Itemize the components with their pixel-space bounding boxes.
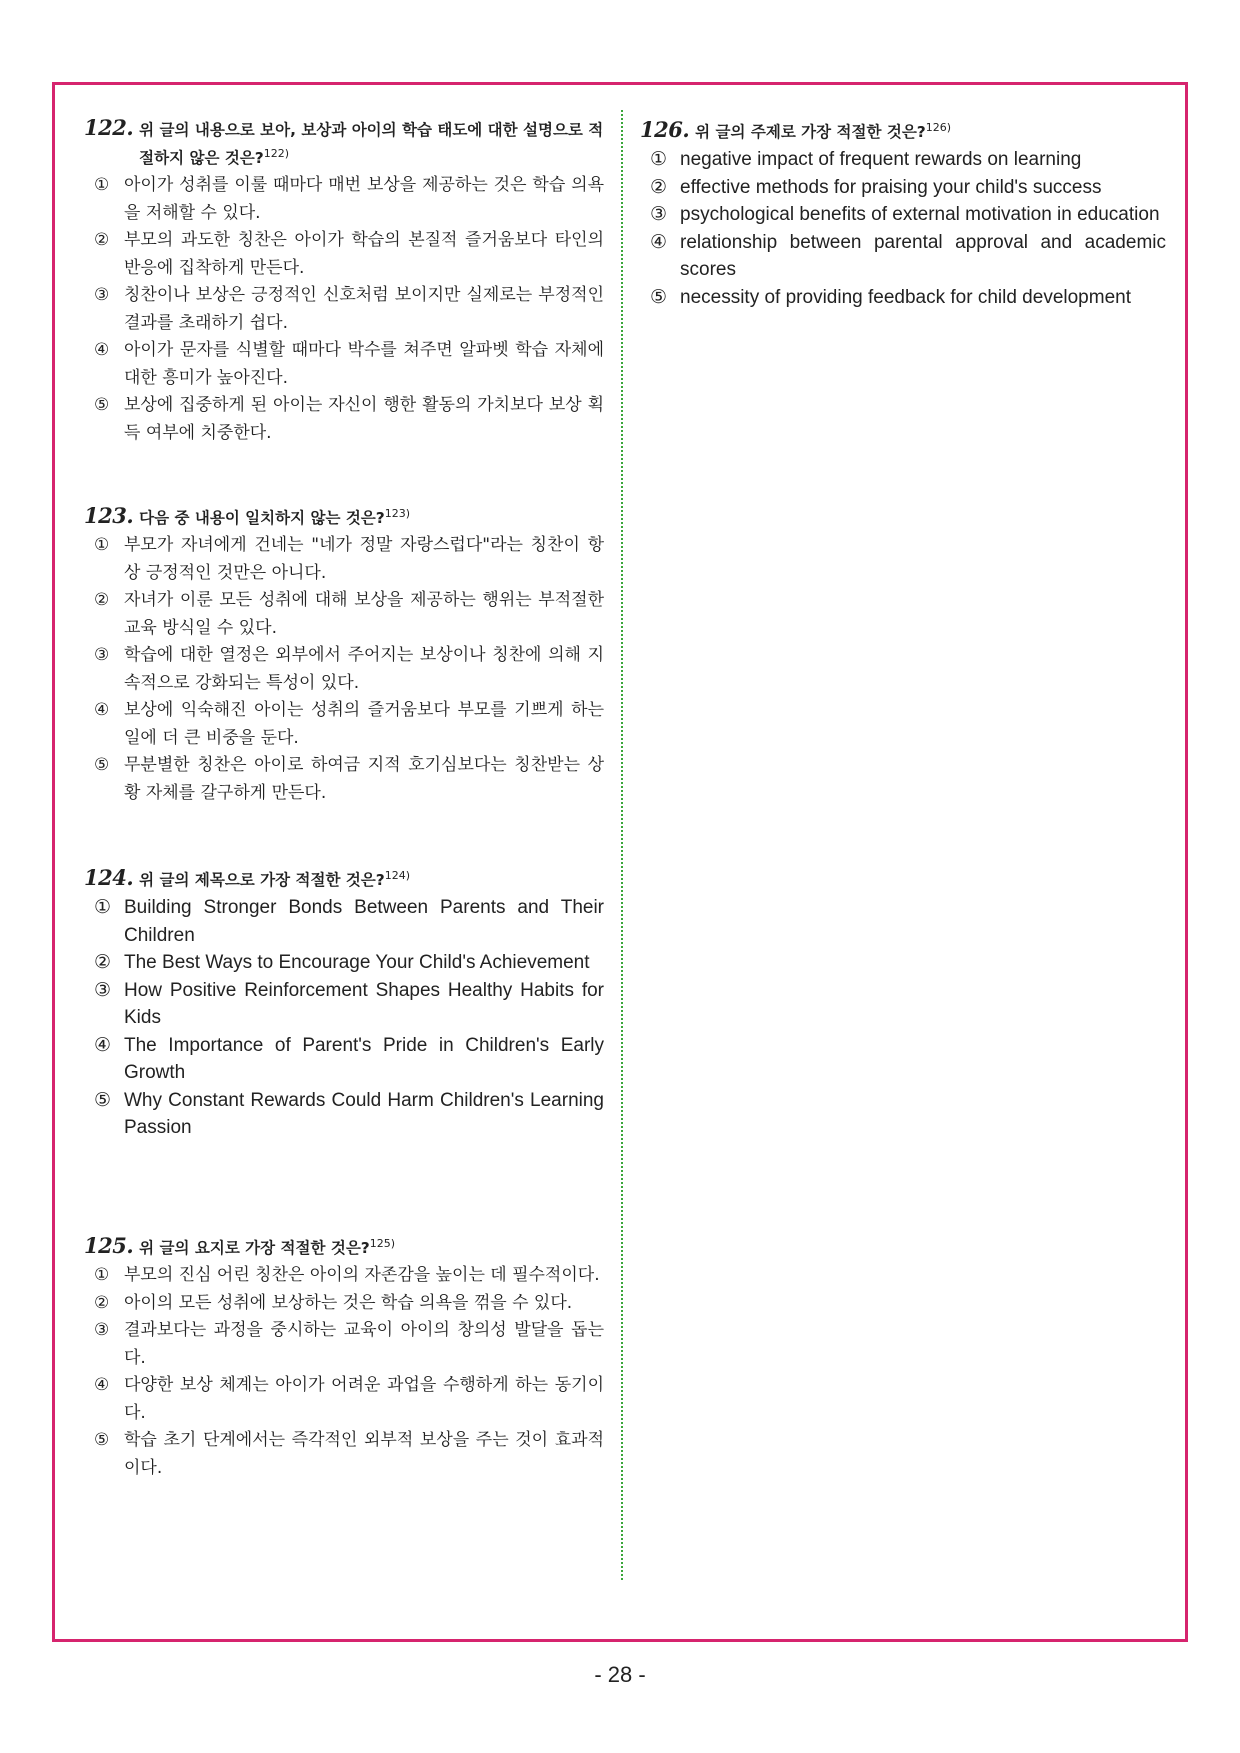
choice-mark: ① [94, 175, 110, 196]
footnote-ref: 126) [925, 121, 952, 134]
choice-text: effective methods for praising your child's success [680, 176, 1102, 198]
question-header [640, 116, 1166, 144]
choice-mark: ③ [94, 285, 110, 306]
choice-4[interactable] [84, 697, 604, 752]
question-prompt: 위 글의 주제로 가장 적절한 것은? [695, 123, 926, 142]
question-header [84, 864, 604, 892]
choice-mark: ① [94, 897, 112, 919]
question-122 [84, 116, 604, 447]
choice-5[interactable] [84, 392, 604, 447]
question-prompt: 위 글의 제목으로 가장 적절한 것은? [139, 871, 385, 890]
choice-4[interactable] [84, 1372, 604, 1427]
choice-1[interactable] [84, 1262, 604, 1290]
choice-text: 보상에 익숙해진 아이는 성취의 즐거움보다 부모를 기쁘게 하는 일에 더 큰 비중을 둔다. [124, 700, 604, 748]
choice-mark: ⑤ [94, 1089, 112, 1111]
choice-3[interactable] [640, 201, 1166, 229]
choice-list [84, 1262, 604, 1482]
choice-text: 아이의 모든 성취에 보상하는 것은 학습 의욕을 꺾을 수 있다. [124, 1292, 573, 1313]
choice-2[interactable] [640, 174, 1166, 202]
choice-list [84, 894, 604, 1142]
choice-mark: ⑤ [94, 395, 110, 416]
choice-text: 무분별한 칭찬은 아이로 하여금 지적 호기심보다는 칭찬받는 상황 자체를 갈구하게 만든다. [124, 755, 604, 803]
choice-3[interactable] [84, 977, 604, 1032]
choice-mark: ① [94, 535, 110, 556]
choice-list [640, 146, 1166, 311]
choice-text: 결과보다는 과정을 중시하는 교육이 아이의 창의성 발달을 돕는다. [124, 1320, 604, 1368]
choice-mark: ④ [94, 1034, 112, 1056]
choice-4[interactable] [640, 229, 1166, 284]
choice-mark: ③ [94, 1320, 110, 1341]
choice-5[interactable] [640, 284, 1166, 312]
choice-text: 부모가 자녀에게 건네는 "네가 정말 자랑스럽다"라는 칭찬이 항상 긍정적인 것만은 아니다. [124, 535, 604, 583]
choice-4[interactable] [84, 1032, 604, 1087]
choice-text: The Best Ways to Encourage Your Child's Achievement [124, 952, 590, 974]
choice-4[interactable] [84, 337, 604, 392]
choice-text: How Positive Reinforcement Shapes Healthy Habits for Kids [124, 979, 604, 1029]
choice-text: negative impact of frequent rewards on learning [680, 149, 1082, 171]
question-126 [640, 116, 1166, 311]
choice-mark: ③ [94, 645, 110, 666]
choice-1[interactable] [84, 532, 604, 587]
choice-text: psychological benefits of external motivation in education [680, 204, 1160, 226]
choice-1[interactable] [84, 894, 604, 949]
choice-text: Building Stronger Bonds Between Parents and Their Children [124, 897, 604, 946]
choice-mark: ③ [94, 979, 112, 1001]
choice-mark: ② [94, 590, 110, 611]
choice-text: 아이가 성취를 이룰 때마다 매번 보상을 제공하는 것은 학습 의욕을 저해할 수 있다. [124, 175, 604, 223]
choice-2[interactable] [84, 227, 604, 282]
question-prompt: 위 글의 내용으로 보아, 보상과 아이의 학습 태도에 대한 설명으로 적절하지 않은 것은? [139, 121, 604, 168]
question-header [84, 1232, 604, 1260]
choice-mark: ③ [650, 204, 668, 226]
choice-mark: ④ [94, 1375, 110, 1396]
choice-mark: ② [94, 230, 110, 251]
choice-mark: ① [650, 149, 668, 171]
choice-3[interactable] [84, 282, 604, 337]
question-123 [84, 502, 604, 807]
choice-mark: ⑤ [94, 1430, 110, 1451]
question-header [84, 502, 604, 530]
question-124 [84, 864, 604, 1142]
choice-list [84, 172, 604, 447]
choice-text: 보상에 집중하게 된 아이는 자신이 행한 활동의 가치보다 보상 획득 여부에 치중한다. [124, 395, 604, 443]
choice-3[interactable] [84, 642, 604, 697]
choice-mark: ② [650, 176, 668, 198]
choice-5[interactable] [84, 1087, 604, 1142]
page-number: - 28 - [594, 1662, 646, 1687]
choice-text: 다양한 보상 체계는 아이가 어려운 과업을 수행하게 하는 동기이다. [124, 1375, 604, 1423]
choice-5[interactable] [84, 752, 604, 807]
choice-mark: ② [94, 1292, 110, 1313]
choice-text: 학습 초기 단계에서는 즉각적인 외부적 보상을 주는 것이 효과적이다. [124, 1430, 604, 1478]
choice-5[interactable] [84, 1427, 604, 1482]
question-prompt: 다음 중 내용이 일치하지 않는 것은? [139, 509, 385, 528]
question-number: 125. [84, 1233, 134, 1259]
footnote-ref: 122) [263, 147, 290, 160]
choice-text: 칭찬이나 보상은 긍정적인 신호처럼 보이지만 실제로는 부정적인 결과를 초래하기 쉽다. [124, 285, 604, 333]
footnote-ref: 123) [384, 507, 411, 520]
choice-mark: ② [94, 952, 112, 974]
choice-text: Why Constant Rewards Could Harm Children's Learning Passion [124, 1089, 604, 1139]
question-prompt: 위 글의 요지로 가장 적절한 것은? [139, 1239, 370, 1258]
choice-mark: ① [94, 1265, 110, 1286]
choice-text: relationship between parental approval and academic scores [680, 231, 1166, 281]
question-number: 123. [84, 503, 134, 529]
footnote-ref: 124) [384, 869, 411, 882]
choice-mark: ④ [650, 231, 668, 253]
question-125 [84, 1232, 604, 1482]
footnote-ref: 125) [369, 1237, 396, 1250]
question-number: 122. [84, 115, 134, 140]
choice-1[interactable] [640, 146, 1166, 174]
choice-mark: ④ [94, 700, 110, 721]
choice-list [84, 532, 604, 807]
choice-text: 아이가 문자를 식별할 때마다 박수를 쳐주면 알파벳 학습 자체에 대한 흥미가 높아진다. [124, 340, 604, 388]
choice-text: 부모의 과도한 칭찬은 아이가 학습의 본질적 즐거움보다 타인의 반응에 집착하게 만든다. [124, 230, 604, 278]
choice-2[interactable] [84, 587, 604, 642]
question-number: 124. [84, 865, 134, 891]
choice-text: 부모의 진심 어린 칭찬은 아이의 자존감을 높이는 데 필수적이다. [124, 1265, 600, 1286]
choice-3[interactable] [84, 1317, 604, 1372]
column-divider [621, 110, 623, 1580]
choice-mark: ⑤ [650, 286, 668, 308]
choice-1[interactable] [84, 172, 604, 227]
choice-text: 학습에 대한 열정은 외부에서 주어지는 보상이나 칭찬에 의해 지속적으로 강화되는 특성이 있다. [124, 645, 604, 693]
choice-text: The Importance of Parent's Pride in Children's Early Growth [124, 1034, 604, 1084]
choice-mark: ⑤ [94, 755, 110, 776]
choice-2[interactable] [84, 949, 604, 977]
question-header [84, 116, 604, 170]
choice-2[interactable] [84, 1290, 604, 1318]
choice-mark: ④ [94, 340, 110, 361]
question-number: 126. [640, 117, 690, 143]
choice-text: 자녀가 이룬 모든 성취에 대해 보상을 제공하는 행위는 부적절한 교육 방식일 수 있다. [124, 590, 604, 638]
choice-text: necessity of providing feedback for child development [680, 286, 1131, 308]
